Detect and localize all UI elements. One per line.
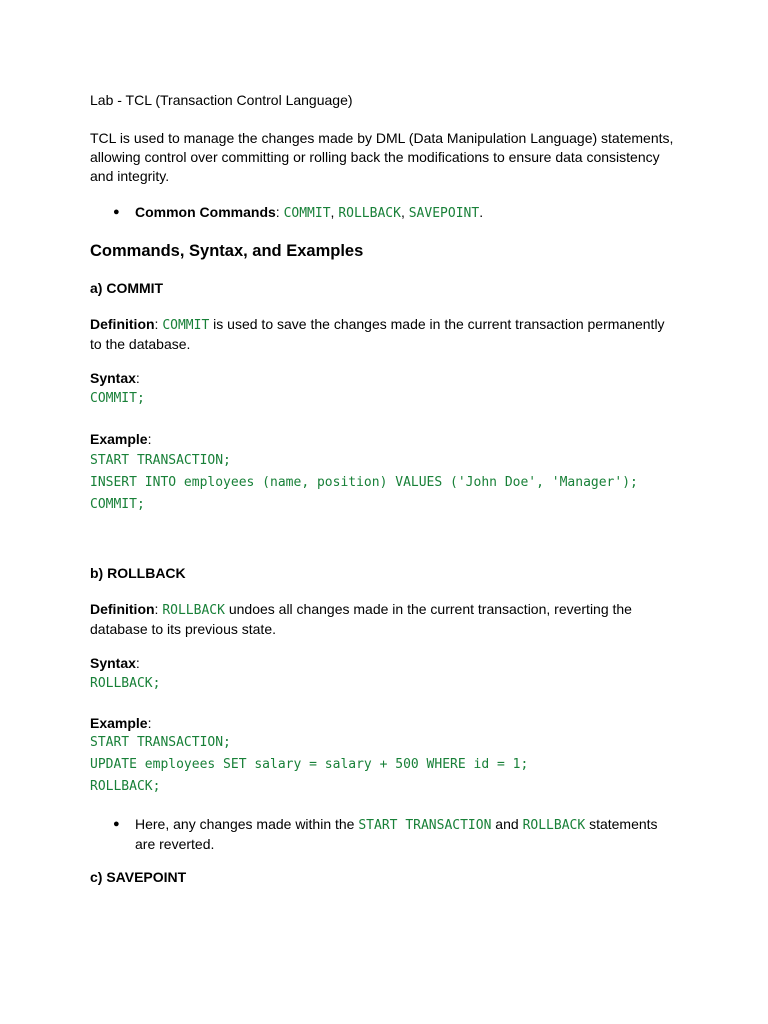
rollback-def-code: ROLLBACK [162, 603, 225, 618]
rollback-def-text: undoes all changes made in the current transaction, reverting the database to its previous state. [90, 601, 632, 637]
intro-paragraph: TCL is used to manage the changes made by DML (Data Manipulation Language) statements, allowing control over committing or rolling back the modifications to ensure data consistency and integrity. [90, 130, 674, 184]
colon: : [135, 655, 140, 671]
commit-syntax-label [90, 369, 690, 388]
colon: : [275, 204, 284, 220]
period: . [479, 204, 484, 220]
colon: : [154, 601, 163, 617]
rollback-syntax-label [90, 654, 690, 673]
section-heading-text: Commands, Syntax, and Examples [90, 242, 364, 260]
cmd-savepoint: SAVEPOINT [408, 206, 480, 221]
document-title: Lab - TCL (Transaction Control Language) [90, 92, 353, 108]
note-text: Here, any changes made within the [135, 816, 359, 832]
example-label: Example [90, 715, 148, 731]
common-commands-label: Common Commands [135, 204, 276, 220]
commit-heading-text: a) COMMIT [90, 280, 164, 296]
section-heading [90, 242, 690, 261]
code-line: COMMIT; [90, 497, 145, 512]
savepoint-heading-text: c) SAVEPOINT [90, 869, 187, 885]
note-code: ROLLBACK [522, 818, 586, 833]
note-text: and [491, 816, 523, 832]
commit-heading [90, 279, 690, 298]
rollback-definition [90, 600, 650, 639]
colon: : [135, 370, 140, 386]
example-label: Example [90, 431, 148, 447]
commit-syntax-code: COMMIT; [90, 391, 145, 406]
commit-example-label [90, 430, 690, 449]
syntax-label: Syntax [90, 655, 136, 671]
definition-label: Definition [90, 601, 155, 617]
note-code: START TRANSACTION [358, 818, 492, 833]
code-line: UPDATE employees SET salary = salary + 500 WHERE id = 1; [90, 757, 529, 772]
rollback-syntax-code: ROLLBACK; [90, 676, 161, 691]
syntax-label: Syntax [90, 370, 136, 386]
rollback-heading-text: b) ROLLBACK [90, 565, 186, 581]
cmd-commit: COMMIT [283, 206, 331, 221]
cmd-rollback: ROLLBACK [338, 206, 401, 221]
common-commands-item [135, 203, 695, 223]
bullet-icon: ● [113, 206, 120, 218]
code-line: ROLLBACK; [90, 779, 161, 794]
commit-definition [90, 315, 680, 354]
note-text: statements are reverted. [135, 816, 658, 852]
savepoint-heading [90, 868, 690, 887]
commit-def-code: COMMIT [162, 318, 210, 333]
definition-label: Definition [90, 316, 155, 332]
rollback-note [135, 815, 675, 854]
commit-def-text: is used to save the changes made in the current transaction permanently to the database. [90, 316, 665, 352]
colon: : [154, 316, 163, 332]
separator: , [330, 204, 339, 220]
code-line: START TRANSACTION; [90, 735, 231, 750]
colon: : [147, 715, 152, 731]
rollback-heading [90, 564, 690, 583]
separator: , [400, 204, 409, 220]
rollback-example-label [90, 714, 690, 733]
colon: : [147, 431, 152, 447]
bullet-icon: ● [113, 818, 120, 830]
code-line: INSERT INTO employees (name, position) VALUES ('John Doe', 'Manager'); [90, 475, 638, 490]
code-line: START TRANSACTION; [90, 453, 231, 468]
